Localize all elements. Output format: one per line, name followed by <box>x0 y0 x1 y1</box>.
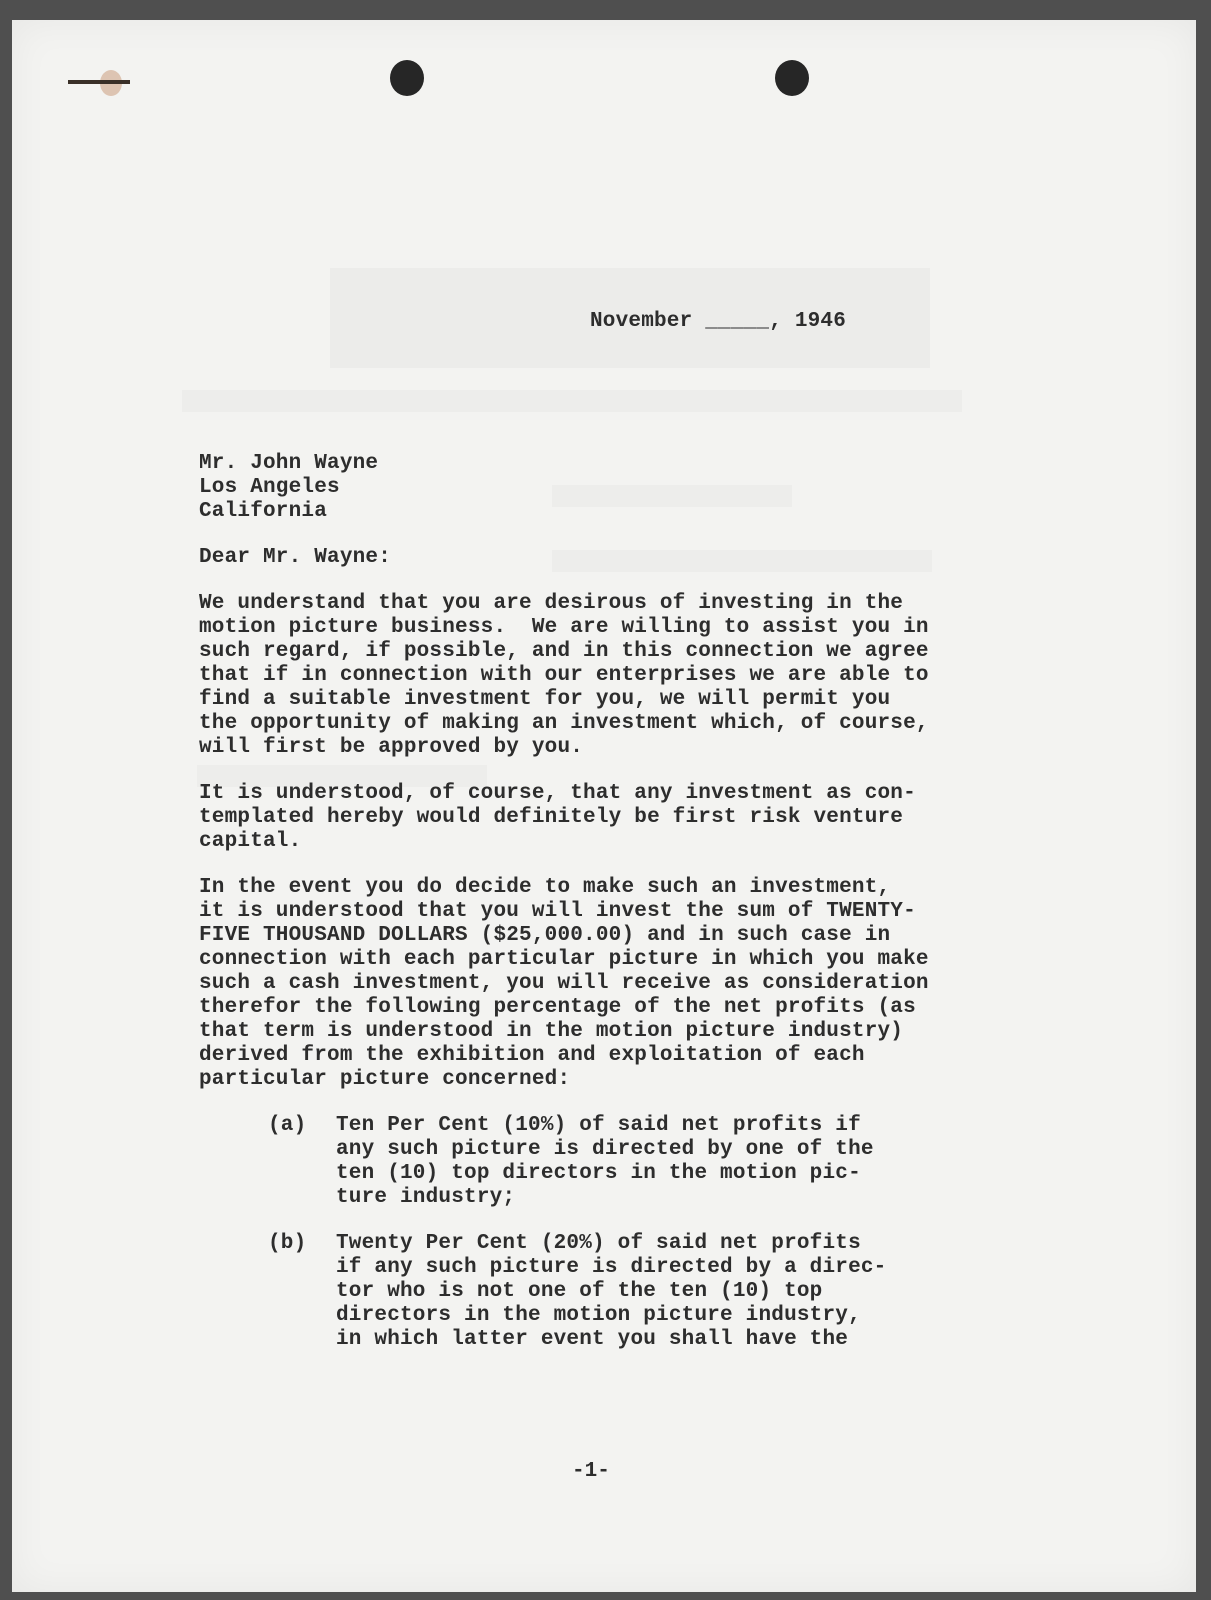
paragraph-line: that term is understood in the motion picture industry) <box>199 1020 904 1043</box>
paragraph-line: the opportunity of making an investment which, of course, <box>199 712 929 735</box>
paragraph-line: such regard, if possible, and in this connection we agree <box>199 640 929 663</box>
recipient-state: California <box>199 500 328 523</box>
letter-page <box>12 20 1196 1592</box>
recipient-name: Mr. John Wayne <box>199 452 379 475</box>
paragraph-line: It is understood, of course, that any investment as con- <box>199 782 916 805</box>
paragraph-line: particular picture concerned: <box>199 1068 571 1091</box>
list-item-line: in which latter event you shall have the <box>336 1328 849 1351</box>
paragraph-line: We understand that you are desirous of investing in the <box>199 592 904 615</box>
paragraph-line: it is understood that you will invest the sum of TWENTY- <box>199 900 916 923</box>
page-number: -1- <box>572 1460 610 1483</box>
paragraph-line: find a suitable investment for you, we will permit you <box>199 688 891 711</box>
list-marker: (b) <box>268 1232 307 1255</box>
bleed-through-block-4 <box>552 550 932 572</box>
salutation: Dear Mr. Wayne: <box>199 546 392 569</box>
punch-hole-left <box>390 60 424 96</box>
bleed-through-block-2 <box>182 390 962 412</box>
list-item-line: Ten Per Cent (10%) of said net profits if <box>336 1114 861 1137</box>
paragraph-line: derived from the exhibition and exploitation of each <box>199 1044 865 1067</box>
paragraph-line: connection with each particular picture in which you make <box>199 948 929 971</box>
list-item-line: directors in the motion picture industry, <box>336 1304 861 1327</box>
paragraph-line: FIVE THOUSAND DOLLARS ($25,000.00) and in such case in <box>199 924 891 947</box>
paragraph-line: that if in connection with our enterprises we are able to <box>199 664 929 687</box>
paragraph-line: motion picture business. We are willing to assist you in <box>199 616 929 639</box>
recipient-city: Los Angeles <box>199 476 340 499</box>
list-item-line: any such picture is directed by one of the <box>336 1138 874 1161</box>
punch-hole-right <box>775 60 809 96</box>
paragraph-line: capital. <box>199 830 302 853</box>
list-item-line: ture industry; <box>336 1186 516 1209</box>
paragraph-line: will first be approved by you. <box>199 736 584 759</box>
list-item-line: Twenty Per Cent (20%) of said net profits <box>336 1232 861 1255</box>
paragraph-line: In the event you do decide to make such an investment, <box>199 876 891 899</box>
bleed-through-block-3 <box>552 485 792 507</box>
paragraph-line: templated hereby would definitely be first risk venture <box>199 806 904 829</box>
list-marker: (a) <box>268 1114 307 1137</box>
list-item-line: if any such picture is directed by a direc- <box>336 1256 887 1279</box>
staple-mark <box>68 80 130 84</box>
paragraph-line: therefor the following percentage of the net profits (as <box>199 996 916 1019</box>
list-item-line: tor who is not one of the ten (10) top <box>336 1280 823 1303</box>
paragraph-line: such a cash investment, you will receive as consideration <box>199 972 929 995</box>
letter-date: November _____, 1946 <box>590 310 847 333</box>
list-item-line: ten (10) top directors in the motion pic- <box>336 1162 861 1185</box>
